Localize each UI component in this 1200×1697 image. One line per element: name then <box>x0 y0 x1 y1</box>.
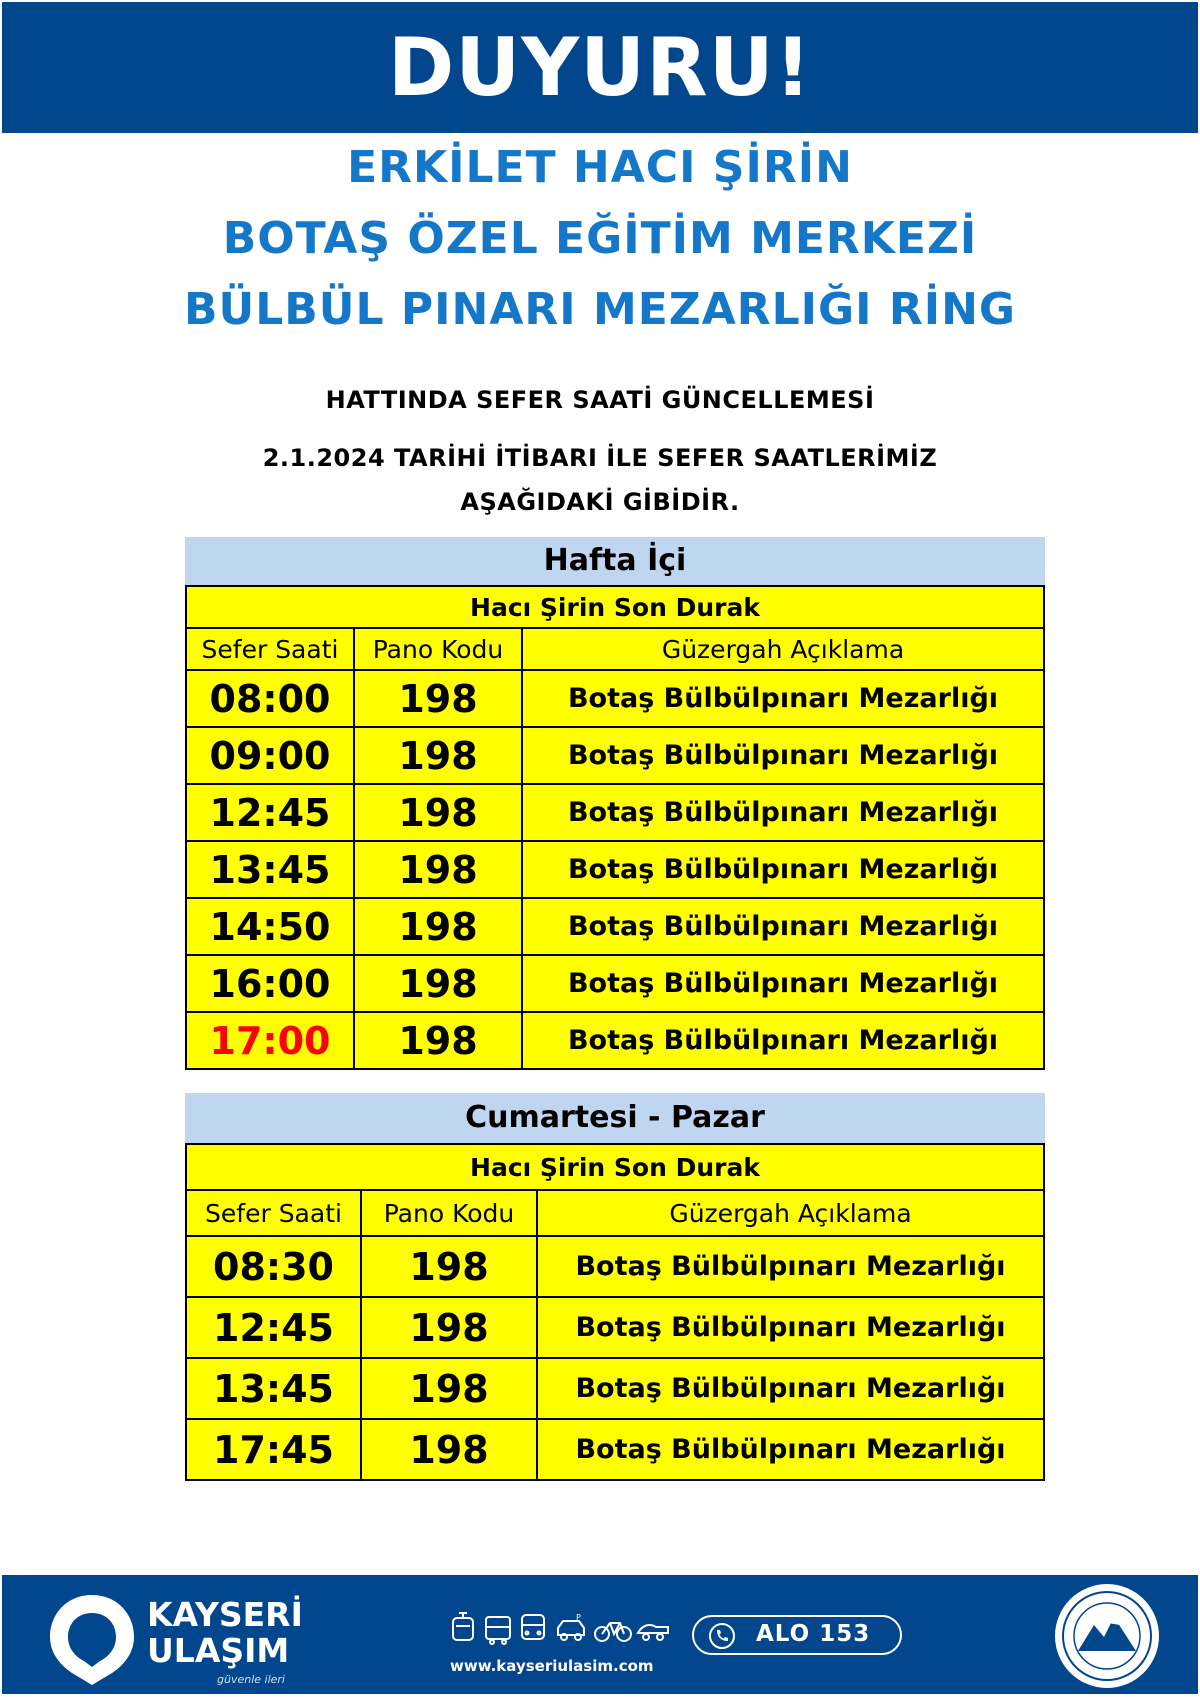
route-description: Botaş Bülbülpınarı Mezarlığı <box>537 1297 1044 1358</box>
departure-time: 12:45 <box>186 1297 361 1358</box>
banner-title: DUYURU! <box>387 21 813 114</box>
weekend-subtitle: Hacı Şirin Son Durak <box>186 1144 1044 1190</box>
table-row <box>186 898 1044 955</box>
brand-name-line-2: ULAŞIM <box>147 1631 290 1670</box>
table-row <box>186 727 1044 784</box>
board-code: 198 <box>354 784 522 841</box>
departure-time: 12:45 <box>186 784 354 841</box>
svg-text:P: P <box>576 1613 581 1622</box>
departure-time: 17:45 <box>186 1419 361 1480</box>
departure-time: 09:00 <box>186 727 354 784</box>
route-description: Botaş Bülbülpınarı Mezarlığı <box>522 955 1044 1012</box>
table-row <box>186 1358 1044 1419</box>
table-row <box>186 670 1044 727</box>
transit-icons-group <box>450 1611 672 1645</box>
notice-line-3: AŞAĞIDAKİ GİBİDİR. <box>460 488 740 516</box>
weekend-rows <box>186 1236 1044 1480</box>
bus-icon <box>486 1617 510 1644</box>
weekday-subtitle: Hacı Şirin Son Durak <box>186 586 1044 628</box>
column-header-code: Pano Kodu <box>361 1190 537 1236</box>
board-code: 198 <box>354 1012 522 1069</box>
column-header-code: Pano Kodu <box>354 628 522 670</box>
departure-time: 08:00 <box>186 670 354 727</box>
route-description: Botaş Bülbülpınarı Mezarlığı <box>537 1236 1044 1297</box>
board-code: 198 <box>361 1297 537 1358</box>
footer-bar <box>2 1575 1198 1694</box>
departure-time-highlighted: 17:00 <box>186 1012 354 1069</box>
weekday-rows <box>186 670 1044 1069</box>
column-header-time: Sefer Saati <box>186 628 354 670</box>
route-description: Botaş Bülbülpınarı Mezarlığı <box>537 1419 1044 1480</box>
column-header-route: Güzergah Açıklama <box>537 1190 1044 1236</box>
board-code: 198 <box>361 1236 537 1297</box>
weekday-table <box>185 585 1045 1070</box>
route-description: Botaş Bülbülpınarı Mezarlığı <box>522 670 1044 727</box>
board-code: 198 <box>354 955 522 1012</box>
departure-time: 08:30 <box>186 1236 361 1297</box>
departure-time: 14:50 <box>186 898 354 955</box>
hotline-badge[interactable] <box>692 1615 902 1655</box>
column-header-route: Güzergah Açıklama <box>522 628 1044 670</box>
route-description: Botaş Bülbülpınarı Mezarlığı <box>522 727 1044 784</box>
column-header-time: Sefer Saati <box>186 1190 361 1236</box>
route-description: Botaş Bülbülpınarı Mezarlığı <box>537 1358 1044 1419</box>
departure-time: 16:00 <box>186 955 354 1012</box>
table-row <box>186 1012 1044 1069</box>
board-code: 198 <box>354 670 522 727</box>
table-row <box>186 1297 1044 1358</box>
weekend-title: Cumartesi - Pazar <box>185 1093 1045 1143</box>
board-code: 198 <box>354 898 522 955</box>
table-row <box>186 1236 1044 1297</box>
table-row <box>186 955 1044 1012</box>
route-description: Botaş Bülbülpınarı Mezarlığı <box>522 1012 1044 1069</box>
board-code: 198 <box>361 1358 537 1419</box>
departure-time: 13:45 <box>186 1358 361 1419</box>
weekend-schedule <box>185 1093 1045 1481</box>
departure-time: 13:45 <box>186 841 354 898</box>
board-code: 198 <box>354 727 522 784</box>
bicycle-icon <box>595 1623 631 1641</box>
tram-icon <box>453 1613 473 1640</box>
table-row <box>186 1419 1044 1480</box>
bus-front-icon <box>522 1615 544 1639</box>
hotline-number: ALO 153 <box>756 1621 871 1647</box>
phone-icon <box>708 1622 736 1650</box>
municipality-seal-icon <box>1054 1583 1160 1689</box>
brand-name-line-1: KAYSERİ <box>147 1595 303 1634</box>
table-row <box>186 784 1044 841</box>
kayseri-ulasim-logo-icon <box>42 1587 142 1687</box>
weekday-schedule <box>185 537 1045 1070</box>
brand-tagline: güvenle ileri <box>217 1673 285 1686</box>
car-icon <box>558 1613 584 1640</box>
website-link[interactable]: www.kayseriulasim.com <box>450 1657 654 1675</box>
announcement-banner <box>2 2 1198 133</box>
weekday-title: Hafta İçi <box>185 537 1045 585</box>
hand-taxi-icon <box>638 1625 668 1640</box>
route-title-line-2: BOTAŞ ÖZEL EĞİTİM MERKEZİ <box>222 213 978 264</box>
weekend-table <box>185 1143 1045 1481</box>
board-code: 198 <box>354 841 522 898</box>
route-title-line-1: ERKİLET HACI ŞİRİN <box>347 142 853 193</box>
route-description: Botaş Bülbülpınarı Mezarlığı <box>522 898 1044 955</box>
route-description: Botaş Bülbülpınarı Mezarlığı <box>522 841 1044 898</box>
notice-line-2: 2.1.2024 TARİHİ İTİBARI İLE SEFER SAATLERİMİZ <box>262 444 938 472</box>
table-row <box>186 841 1044 898</box>
board-code: 198 <box>361 1419 537 1480</box>
route-description: Botaş Bülbülpınarı Mezarlığı <box>522 784 1044 841</box>
notice-line-1: HATTINDA SEFER SAATİ GÜNCELLEMESİ <box>325 386 875 414</box>
route-title-line-3: BÜLBÜL PINARI MEZARLIĞI RİNG <box>183 284 1017 335</box>
